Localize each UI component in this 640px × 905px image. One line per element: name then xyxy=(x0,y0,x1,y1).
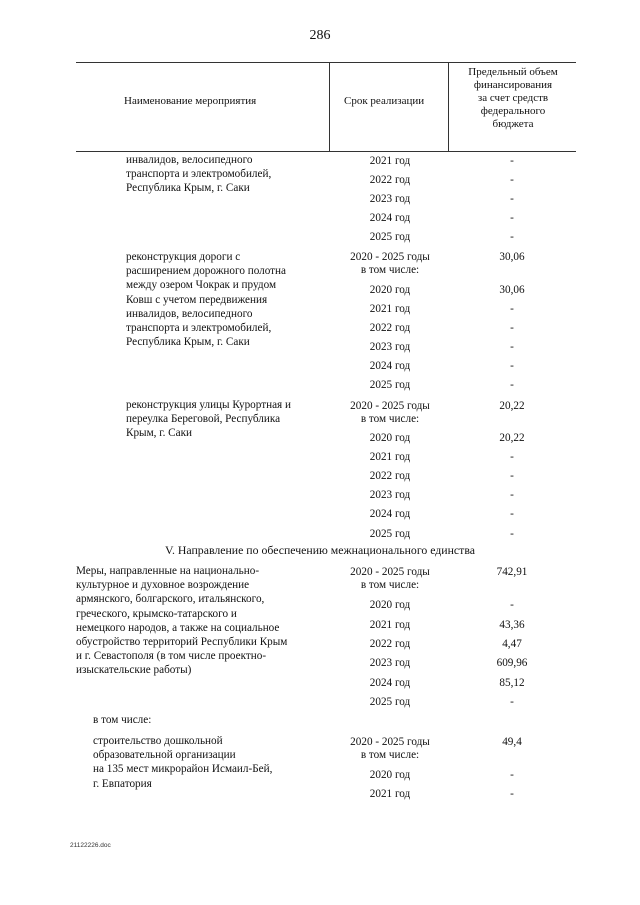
funding-cell: - xyxy=(510,379,514,391)
page-number: 286 xyxy=(309,28,331,43)
description-line: инвалидов, велосипедного xyxy=(126,154,253,166)
term-cell: 2020 год xyxy=(369,599,411,611)
term-cell: 2023 год xyxy=(369,341,411,353)
term-cell: 2025 год xyxy=(369,528,411,540)
term-cell: 2021 год xyxy=(369,619,411,631)
funding-cell: - xyxy=(510,193,514,205)
funding-cell: 4,47 xyxy=(502,638,522,650)
funding-cell: - xyxy=(510,470,514,482)
description-line: культурное и духовное возрождение xyxy=(76,579,250,592)
measure-description xyxy=(93,734,272,791)
funding-cell: 20,22 xyxy=(499,432,525,444)
term-cell: 2020 - 2025 годы xyxy=(350,400,430,412)
term-cell: 2023 год xyxy=(369,657,411,669)
term-cell: 2024 год xyxy=(369,360,411,372)
description-line: транспорта и электромобилей, xyxy=(126,168,272,181)
section-title: V. Направление по обеспечению межнационального единства xyxy=(165,543,475,557)
term-cell: 2020 год xyxy=(369,284,411,296)
header-col-term: Срок реализации xyxy=(344,95,425,107)
term-cell: 2020 - 2025 годы xyxy=(350,566,430,578)
funding-cell: - xyxy=(510,303,514,315)
funding-cell: - xyxy=(510,155,514,167)
description-line: реконструкция улицы Курортная и xyxy=(126,399,291,411)
header-col-name: Наименование мероприятия xyxy=(124,95,257,107)
term-cell: в том числе: xyxy=(360,579,420,591)
term-cell: 2022 год xyxy=(369,322,411,334)
funding-cell: - xyxy=(510,696,514,708)
header-divider xyxy=(329,63,330,151)
funding-cell: 49,4 xyxy=(502,736,522,748)
description-line: греческого, крымско-татарского и xyxy=(76,607,237,620)
term-cell: 2022 год xyxy=(369,174,411,186)
description-line: инвалидов, велосипедного xyxy=(126,307,253,320)
measure-description xyxy=(76,564,287,678)
description-line: расширением дорожного полотна xyxy=(126,265,287,278)
funding-cell: 85,12 xyxy=(499,677,525,689)
description-line: транспорта и электромобилей, xyxy=(126,322,272,335)
funding-cell: - xyxy=(510,451,514,463)
funding-cell: - xyxy=(510,788,514,800)
header-col-finance xyxy=(452,66,574,131)
funding-cell: - xyxy=(510,322,514,334)
description-line: в том числе: xyxy=(93,714,152,726)
description-line: г. Евпатория xyxy=(93,777,152,790)
funding-cell: 20,22 xyxy=(499,400,525,412)
term-cell: 2021 год xyxy=(369,303,411,315)
measure-description xyxy=(126,153,271,196)
description-line: строительство дошкольной xyxy=(93,735,223,747)
term-cell: 2021 год xyxy=(369,451,411,463)
description-line: реконструкция дороги с xyxy=(126,251,241,263)
header-finance-line: финансирования xyxy=(473,79,553,91)
description-line: Меры, направленные на национально- xyxy=(76,565,260,577)
description-line: и г. Севастополя (в том числе проектно- xyxy=(76,650,267,663)
table-header xyxy=(76,62,576,152)
term-cell: 2025 год xyxy=(369,231,411,243)
description-line: Республика Крым, г. Саки xyxy=(126,336,250,349)
term-cell: в том числе: xyxy=(360,749,420,761)
funding-cell: 43,36 xyxy=(499,619,525,631)
funding-cell: - xyxy=(510,528,514,540)
funding-cell: - xyxy=(510,769,514,781)
funding-cell: - xyxy=(510,599,514,611)
description-line: образовательной организации xyxy=(93,749,236,762)
description-line: Республика Крым, г. Саки xyxy=(126,182,250,195)
funding-cell: 609,96 xyxy=(496,657,528,669)
header-finance-line: Предельный объем xyxy=(468,66,558,78)
funding-cell: 742,91 xyxy=(496,566,528,578)
description-line: немецкого народов, а также на социальное xyxy=(76,621,280,634)
funding-cell: 30,06 xyxy=(499,284,525,296)
description-line: Крым, г. Саки xyxy=(126,427,193,440)
term-cell: 2024 год xyxy=(369,508,411,520)
description-line: на 135 мест микрорайон Исмаил-Бей, xyxy=(93,763,273,776)
description-line: между озером Чокрак и прудом xyxy=(126,279,277,292)
term-cell: 2025 год xyxy=(369,696,411,708)
term-cell: 2022 год xyxy=(369,470,411,482)
term-cell: в том числе: xyxy=(360,264,420,276)
funding-cell: - xyxy=(510,174,514,186)
description-line: Ковш с учетом передвижения xyxy=(126,293,268,306)
term-cell: 2023 год xyxy=(369,193,411,205)
description-line: обустройство территорий Республики Крым xyxy=(76,636,288,649)
funding-cell: 30,06 xyxy=(499,251,525,263)
term-cell: 2021 год xyxy=(369,155,411,167)
description-line: армянского, болгарского, итальянского, xyxy=(76,593,265,606)
header-finance-line: федерального xyxy=(480,105,546,117)
term-cell: 2024 год xyxy=(369,677,411,689)
term-cell: 2020 - 2025 годы xyxy=(350,736,430,748)
term-cell: 2021 год xyxy=(369,788,411,800)
funding-cell: - xyxy=(510,508,514,520)
description-line: изыскательские работы) xyxy=(76,664,192,677)
funding-cell: - xyxy=(510,231,514,243)
measure-description xyxy=(126,250,286,349)
measure-description xyxy=(126,398,291,441)
footer-filename: 21122226.doc xyxy=(70,842,111,849)
term-cell: 2020 - 2025 годы xyxy=(350,251,430,263)
term-cell: 2022 год xyxy=(369,638,411,650)
funding-cell: - xyxy=(510,341,514,353)
term-cell: в том числе: xyxy=(360,413,420,425)
term-cell: 2025 год xyxy=(369,379,411,391)
funding-cell: - xyxy=(510,360,514,372)
measure-description xyxy=(93,713,151,727)
term-cell: 2024 год xyxy=(369,212,411,224)
description-line: переулка Береговой, Республика xyxy=(126,413,281,426)
header-finance-line: бюджета xyxy=(492,118,534,130)
header-divider xyxy=(448,63,449,151)
term-cell: 2020 год xyxy=(369,432,411,444)
funding-cell: - xyxy=(510,212,514,224)
funding-cell: - xyxy=(510,489,514,501)
header-finance-line: за счет средств xyxy=(477,92,549,104)
term-cell: 2020 год xyxy=(369,769,411,781)
term-cell: 2023 год xyxy=(369,489,411,501)
